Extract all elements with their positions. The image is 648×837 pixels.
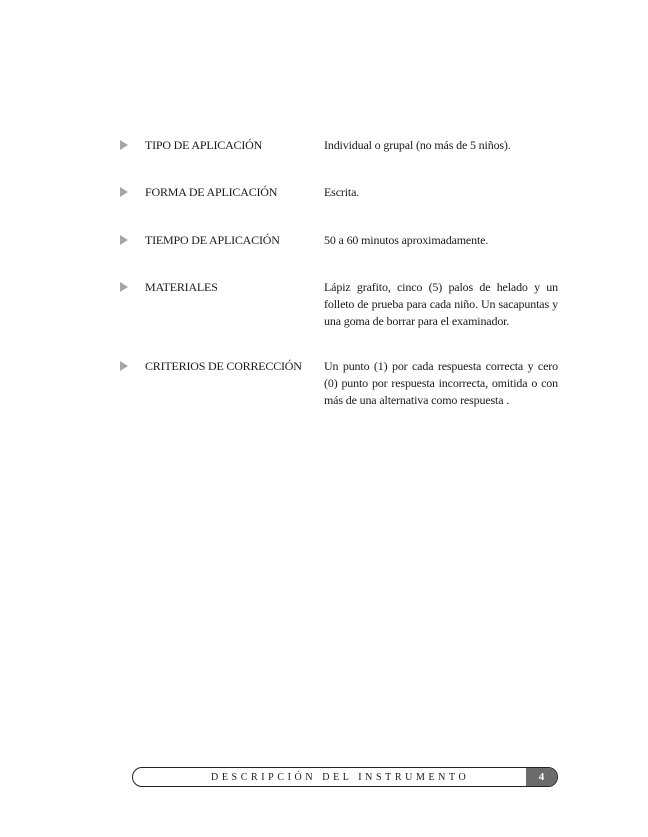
detail-value: Un punto (1) por cada respuesta correcta y cero (0) punto por respuesta incorrecta, omitida o con más de una alternativa como respuesta . [324,359,558,407]
detail-value: Escrita. [324,185,360,199]
detail-label: TIPO DE APLICACIÓN [145,138,263,152]
footer-section-title: DESCRIPCIÓN DEL INSTRUMENTO [211,772,470,783]
page-number: 4 [526,768,557,786]
detail-value: Individual o grupal (no más de 5 niños). [324,138,511,152]
detail-value: 50 a 60 minutos aproximadamente. [324,233,489,247]
detail-value: Lápiz grafito, cinco (5) palos de helado y un folleto de prueba para cada niño. Un sacapuntas y una goma de borrar para el examinador. [324,280,558,328]
detail-label: TIEMPO DE APLICACIÓN [145,233,280,247]
detail-label: CRITERIOS DE CORRECCIÓN [145,359,302,373]
triangle-bullet-icon [120,282,128,292]
page-footer [132,767,558,787]
triangle-bullet-icon [120,187,128,197]
triangle-bullet-icon [120,235,128,245]
detail-label: FORMA DE APLICACIÓN [145,185,278,199]
triangle-bullet-icon [120,140,128,150]
detail-label: MATERIALES [145,280,218,294]
triangle-bullet-icon [120,361,128,371]
